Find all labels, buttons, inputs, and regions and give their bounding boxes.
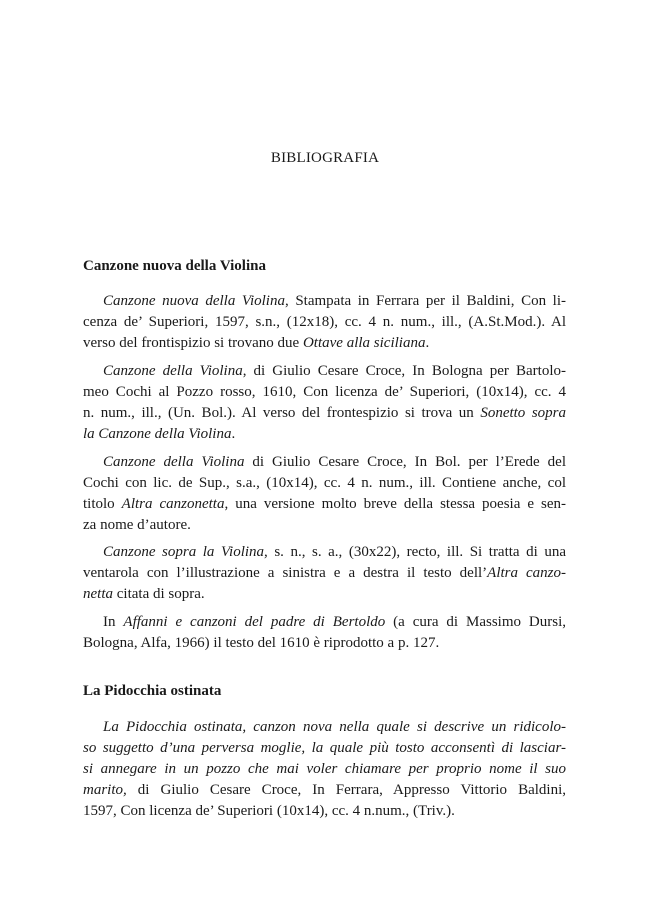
page-title: BIBLIOGRAFIA (270, 150, 380, 166)
section-heading: La Pidocchia ostinata (83, 683, 222, 699)
entry-line (83, 633, 566, 654)
text-run: di Giulio Cesare Croce, In Bol. per l’Erede del (244, 454, 566, 470)
entry-line (83, 515, 566, 536)
italic-text: Affanni e canzoni del padre di Bertoldo (123, 614, 386, 630)
entry-line (83, 542, 566, 563)
entry-line (83, 424, 566, 445)
entry-line (83, 333, 566, 354)
entry-line (83, 612, 566, 633)
text-run: titolo (83, 496, 122, 512)
text-run: Bologna, Alfa, 1966) il testo del 1610 è riprodotto a p. 127. (83, 635, 440, 651)
bibliography-entry (83, 542, 566, 605)
text-run: 1597, Con licenza de’ Superiori (10x14), cc. 4 n.num., (Triv.). (83, 803, 455, 819)
text-run: meo Cochi al Pozzo rosso, 1610, Con licenza de’ Superiori, (10x14), cc. 4 (83, 384, 566, 400)
italic-text: Altra canzo- (487, 565, 566, 581)
italic-text: marito, (83, 782, 127, 798)
entry-line (83, 780, 566, 801)
bibliography-entry (83, 612, 566, 654)
text-run: ventarola con l’illustrazione a sinistra e a destra il testo dell’ (83, 565, 488, 581)
text-run: za nome d’autore. (83, 517, 191, 533)
entry-line (83, 403, 566, 424)
text-run: . (231, 426, 236, 442)
italic-text: Sonetto sopra (480, 405, 566, 421)
italic-text: si annegare in un pozzo che mai voler chiamare per proprio nome il suo (83, 761, 566, 777)
entry-line (83, 759, 566, 780)
text-run: (a cura di Massimo Dursi, (385, 614, 566, 630)
entry-line (83, 494, 566, 515)
text-run: n. num., ill., (Un. Bol.). Al verso del frontespizio si trova un (83, 405, 481, 421)
italic-text: Canzone della Violina (103, 454, 245, 470)
entry-line (83, 312, 566, 333)
italic-text: la Canzone della Violina (83, 426, 232, 442)
section-heading: Canzone nuova della Violina (83, 258, 266, 274)
text-run: citata di sopra. (113, 586, 205, 602)
italic-text: Altra canzonetta (121, 496, 225, 512)
entry-line (83, 452, 566, 473)
italic-text: La Pidocchia ostinata, canzon nova nella quale si descrive un ridicolo- (103, 719, 566, 735)
italic-text: netta (83, 586, 113, 602)
text-run: cenza de’ Superiori, 1597, s.n., (12x18), cc. 4 n. num., ill., (A.St.Mod.). Al (83, 314, 566, 330)
text-run: , una versione molto breve della stessa poesia e sen- (224, 496, 566, 512)
entry-line (83, 473, 566, 494)
italic-text: Canzone della Violina (103, 363, 243, 379)
bibliography-entry (83, 452, 566, 536)
entry-line (83, 801, 566, 822)
italic-text: so suggetto d’una perversa moglie, la quale più tosto acconsentì di lasciar- (83, 740, 566, 756)
italic-text: Canzone nuova della Violina (103, 293, 285, 309)
text-run: verso del frontispizio si trovano due (83, 335, 303, 351)
entry-line (83, 717, 566, 738)
text-run: Cochi con lic. de Sup., s.a., (10x14), cc. 4 n. num., ill. Contiene anche, col (83, 475, 566, 491)
text-run: . (425, 335, 430, 351)
entry-line (83, 361, 566, 382)
italic-text: Ottave alla siciliana (302, 335, 426, 351)
entry-line (83, 563, 566, 584)
text-run: , Stampata in Ferrara per il Baldini, Con li- (284, 293, 566, 309)
bibliography-entry (83, 361, 566, 445)
bibliography-entry (83, 717, 566, 822)
text-run: di Giulio Cesare Croce, In Ferrara, Appresso Vittorio Baldini, (126, 782, 566, 798)
text-run: , di Giulio Cesare Croce, In Bologna per Bartolo- (242, 363, 566, 379)
bibliography-entry (83, 291, 566, 354)
entry-line (83, 584, 566, 605)
italic-text: Canzone sopra la Violina (103, 544, 265, 560)
entry-line (83, 291, 566, 312)
text-run: In (103, 614, 124, 630)
text-run: , s. n., s. a., (30x22), recto, ill. Si tratta di una (264, 544, 567, 560)
entry-line (83, 382, 566, 403)
entry-line (83, 738, 566, 759)
